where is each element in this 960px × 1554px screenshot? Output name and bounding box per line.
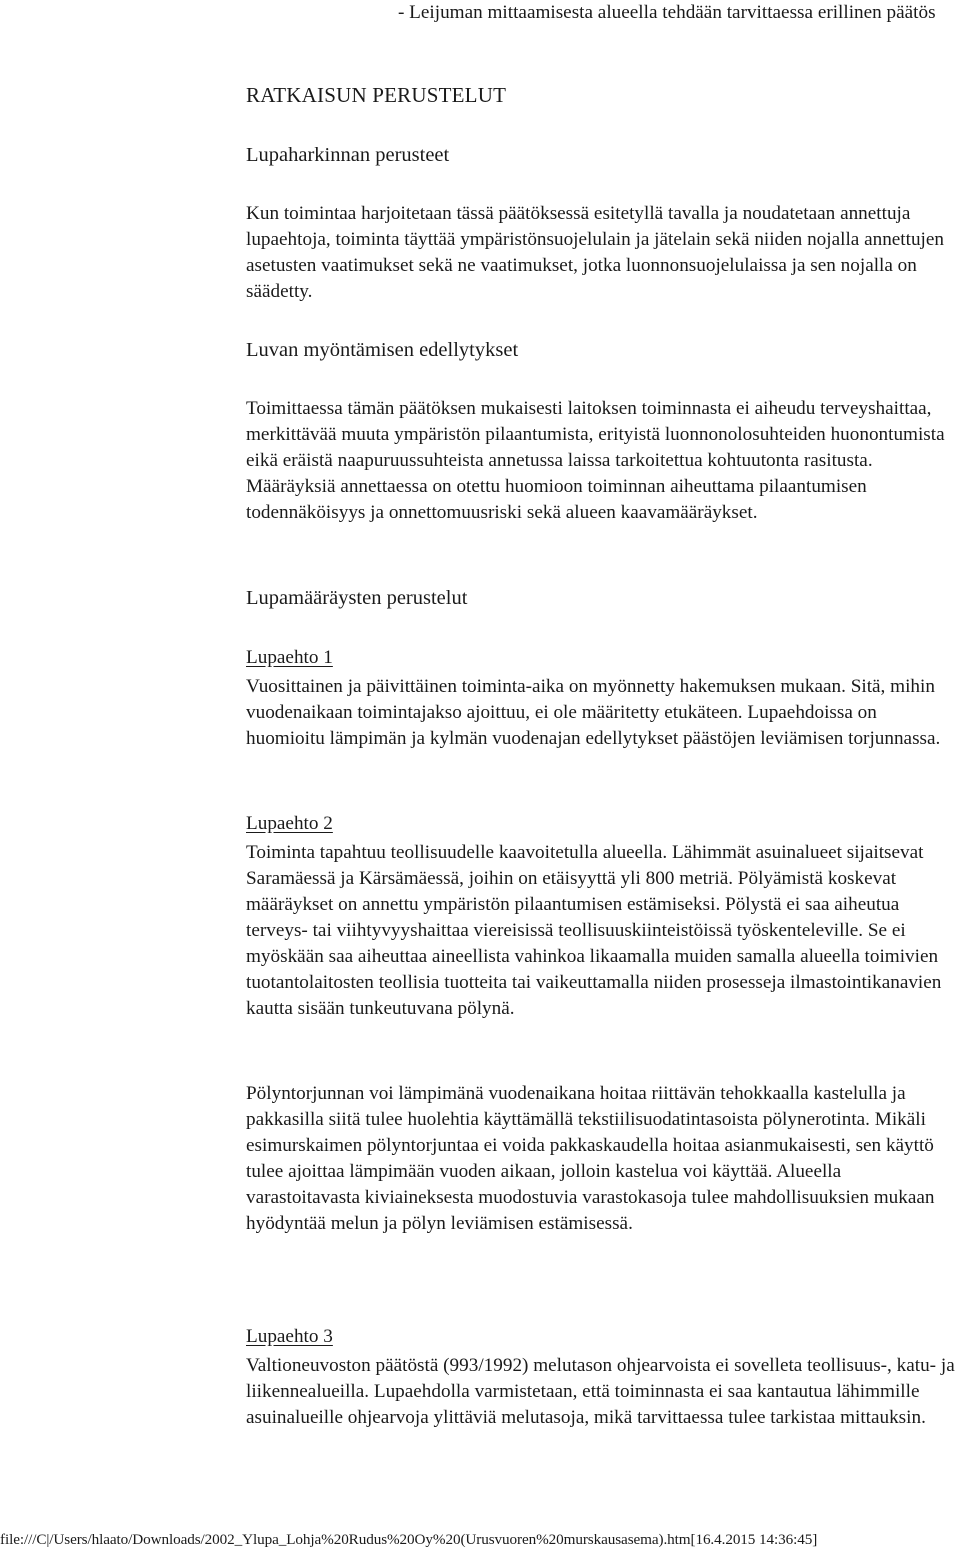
paragraph-edellytykset: Toimittaessa tämän päätöksen mukaisesti laitoksen toiminnasta ei aiheudu terveyshaittaa, merkittävää muuta ympäristön pilaantumista, erityistä luonnonolosuhteiden huonontumista eikä eräistä naapuruussuhteista annetussa laissa tarkoitettua kohtuutonta rasitusta. Määräyksiä annettaessa on otettu huomioon toiminnan aiheuttama pilaantumisen todennäköisyys ja onnettomuusriski sekä alueen kaavamääräykset. [246,398,945,523]
lupaehto-2-heading: Lupaehto 2 [246,813,333,834]
lupaehto-1-heading: Lupaehto 1 [246,647,333,668]
paragraph-lupaharkinta: Kun toimintaa harjoitetaan tässä päätöksessä esitetyllä tavalla ja noudatetaan annettuja lupaehtoja, toiminta täyttää ympäristönsuojelulain ja jätelain sekä niiden nojalla annettujen asetusten vaatimukset sekä ne vaatimukset, jotka luonnonsuojelulaissa ja sen nojalla on säädetty. [246,203,945,302]
paragraph-lupaehto-2: Toiminta tapahtuu teollisuudelle kaavoitetulla alueella. Lähimmät asuinalueet sijaitsevat Saramäessä ja Kärsämäessä, joihin on etäisyyttä yli 800 metriä. Pölyämistä koskevat määräykset on annettu ympäristön pilaantumisen estämiseksi. Pölystä ei saa aiheutua terveys- tai viihtyvyyshaittaa viereisissä teollisuuskiinteistöissä työskenteleville. Se ei myöskään saa aiheuttaa aineellista vahinkoa likaamalla muiden samalla alueella toimivien tuotantolaitosten teollisia tuotteita tai vaikeuttamalla niiden prosesseja ilmastointikanavien kautta sisään tunkeutuvana pölynä. [246,842,942,1019]
section-heading-lupaharkinta: Lupaharkinnan perusteet [246,144,450,166]
top-note: - Leijuman mittaamisesta alueella tehdään tarvittaessa erillinen päätös [398,2,936,23]
main-heading: RATKAISUN PERUSTELUT [246,83,507,107]
section-heading-edellytykset: Luvan myöntämisen edellytykset [246,339,519,361]
file-path-footer: file:///C|/Users/hlaato/Downloads/2002_Ylupa_Lohja%20Rudus%20Oy%20(Urusvuoren%20murskausasema).htm[16.4.2015 14:36:45] [0,1531,818,1548]
paragraph-lupaehto-1: Vuosittainen ja päivittäinen toiminta-aika on myönnetty hakemuksen mukaan. Sitä, mihin vuodenaikaan toimintajakso ajoittuu, ei ole määritetty etukäteen. Lupaehdoissa on huomioitu lämpimän ja kylmän vuodenajan edellytykset päästöjen leviämisen torjunnassa. [246,676,941,749]
paragraph-lupaehto-3: Valtioneuvoston päätöstä (993/1992) melutason ohjearvoista ei sovelleta teollisuus-, katu- ja liikennealueilla. Lupaehdolla varmistetaan, että toiminnasta ei saa kantautua lähimmille asuinalueille ohjearvoja ylittäviä melutasoja, mikä tarvittaessa tulee tarkistaa mittauksin. [246,1355,955,1428]
lupaehto-3-heading: Lupaehto 3 [246,1326,333,1347]
paragraph-lupaehto-2b: Pölyntorjunnan voi lämpimänä vuodenaikana hoitaa riittävän tehokkaalla kastelulla ja pakkasilla siitä tulee huolehtia käyttämällä tekstiilisuodatintasoista pölynerotinta. Mikäli esimurskaimen pölyntorjuntaa ei voida pakkaskaudella hoitaa asianmukaisesti, sen käyttö tulee ajoittaa lämpimään vuoden aikaan, jolloin kastelua voi käyttää. Alueella varastoitavasta kiviaineksesta muodostuvia varastokasoja tulee mahdollisuuksien mukaan hyödyntää melun ja pölyn leviämisen estämisessä. [246,1083,935,1234]
section-heading-perustelut: Lupamääräysten perustelut [246,587,468,609]
